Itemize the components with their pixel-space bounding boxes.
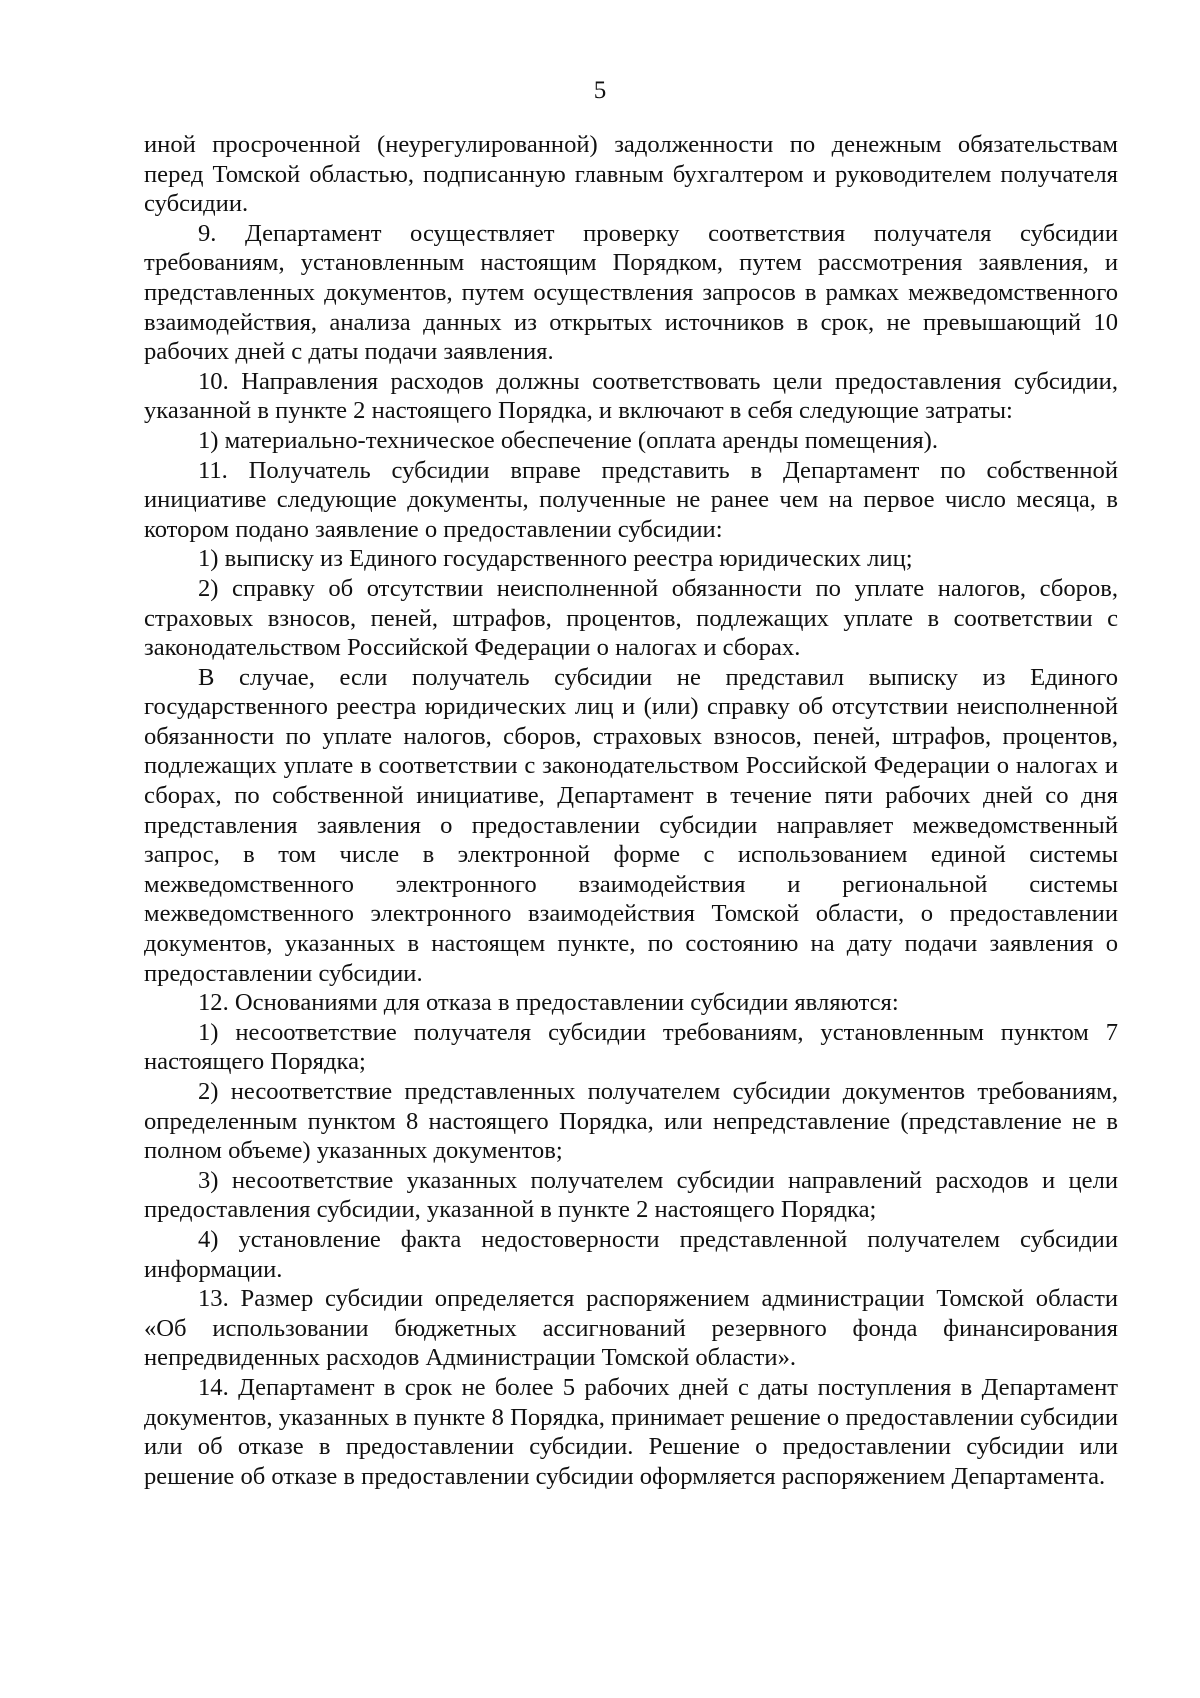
paragraph-item-14: 14. Департамент в срок не более 5 рабочих дней с даты поступления в Департамент документов, указанных в пункте 8 Порядка, принимает решение о предоставлении субсидии или об отказе в предоставлении субсидии. Решение о предоставлении субсидии или решение об отказе в предоставлении субсидии оформляется распоряжением Департамента. — [144, 1373, 1118, 1490]
paragraph-item-11-case: В случае, если получатель субсидии не представил выписку из Единого государственного реестра юридических лиц и (или) справку об отсутствии неисполненной обязанности по уплате налогов, сборов, страховых взносов, пеней, штрафов, процентов, подлежащих уплате в соответствии с законодательством Российской Федерации о налогах и сборах, по собственной инициативе, Департамент в течение пяти рабочих дней со дня представления заявления о предоставлении субсидии направляет межведомственный запрос, в том числе в электронной форме с использованием единой системы межведомственного электронного взаимодействия и региональной системы межведомственного электронного взаимодействия Томской области, о предоставлении документов, указанных в настоящем пункте, по состоянию на дату подачи заявления о предоставлении субсидии. — [144, 663, 1118, 987]
paragraph-item-12: 12. Основаниями для отказа в предоставлении субсидии являются: — [198, 989, 899, 1017]
paragraph-item-12-3: 3) несоответствие указанных получателем субсидии направлений расходов и цели предоставления субсидии, указанной в пункте 2 настоящего Порядка; — [144, 1166, 1118, 1224]
paragraph-item-12-4: 4) установление факта недостоверности представленной получателем субсидии информации. — [144, 1225, 1118, 1283]
paragraph-item-12-2: 2) несоответствие представленных получателем субсидии документов требованиям, определенным пунктом 8 настоящего Порядка, или непредставление (представление не в полном объеме) указанных документов; — [144, 1078, 1118, 1165]
page-number: 5 — [593, 77, 607, 104]
document-body — [144, 130, 1118, 1491]
paragraph-item-11-1: 1) выписку из Единого государственного реестра юридических лиц; — [198, 545, 913, 573]
paragraph-item-10-1: 1) материально-техническое обеспечение (оплата аренды помещения). — [198, 426, 938, 454]
paragraph-item-11-2: 2) справку об отсутствии неисполненной обязанности по уплате налогов, сборов, страховых взносов, пеней, штрафов, процентов, подлежащих уплате в соответствии с законодательством Российской Федерации о налогах и сборах. — [144, 574, 1118, 662]
paragraph-item-11: 11. Получатель субсидии вправе представить в Департамент по собственной инициативе следующие документы, полученные не ранее чем на первое число месяца, в котором подано заявление о предоставлении субсидии: — [144, 456, 1118, 543]
paragraph-continuation-debt: иной просроченной (неурегулированной) задолженности по денежным обязательствам перед Томской областью, подписанную главным бухгалтером и руководителем получателя субсидии. — [144, 131, 1118, 218]
paragraph-item-9: 9. Департамент осуществляет проверку соответствия получателя субсидии требованиям, установленным настоящим Порядком, путем рассмотрения заявления, и представленных документов, путем осуществления запросов в рамках межведомственного взаимодействия, анализа данных из открытых источников в срок, не превышающий 10 рабочих дней с даты подачи заявления. — [144, 219, 1118, 366]
paragraph-item-12-1: 1) несоответствие получателя субсидии требованиям, установленным пунктом 7 настоящего Порядка; — [144, 1018, 1118, 1076]
paragraph-item-13: 13. Размер субсидии определяется распоряжением администрации Томской области «Об использовании бюджетных ассигнований резервного фонда финансирования непредвиденных расходов Администрации Томской области». — [144, 1285, 1118, 1372]
paragraph-item-10: 10. Направления расходов должны соответствовать цели предоставления субсидии, указанной в пункте 2 настоящего Порядка, и включают в себя следующие затраты: — [144, 367, 1118, 425]
